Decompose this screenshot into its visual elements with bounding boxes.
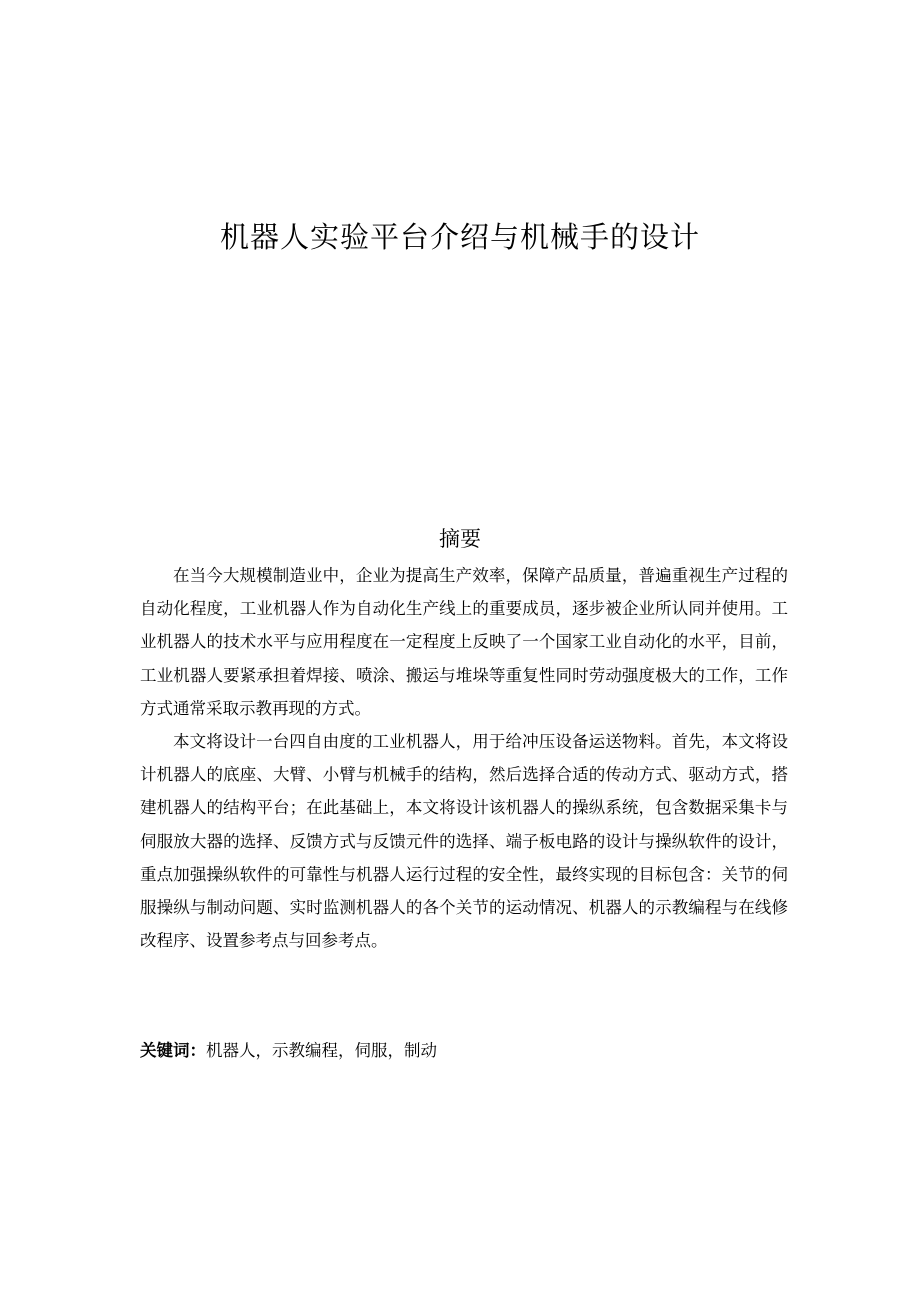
keywords-line	[140, 1037, 780, 1065]
abstract-paragraph: 本文将设计一台四自由度的工业机器人，用于给冲压设备运送物料。首先，本文将设计机器人的底座、大臂、小臂与机械手的结构，然后选择合适的传动方式、驱动方式，搭建机器人的结构平台；在此基础上，本文将设计该机器人的操纵系统，包含数据采集卡与伺服放大器的选择、反馈方式与反馈元件的选择、端子板电路的设计与操纵软件的设计，重点加强操纵软件的可靠性与机器人运行过程的安全性，最终实现的目标包含：关节的伺服操纵与制动问题、实时监测机器人的各个关节的运动情况、机器人的示教编程与在线修改程序、设置参考点与回参考点。	[140, 732, 788, 951]
abstract-paragraph: 在当今大规模制造业中，企业为提高生产效率，保障产品质量，普遍重视生产过程的自动化程度，工业机器人作为自动化生产线上的重要成员，逐步被企业所认同并使用。工业机器人的技术水平与应用程度在一定程度上反映了一个国家工业自动化的水平，目前，工业机器人要紧承担着焊接、喷涂、搬运与堆垛等重复性同时劳动强度极大的工作，工作方式通常采取示教再现的方式。	[140, 566, 788, 718]
abstract-body	[140, 559, 788, 957]
abstract-heading: 摘要	[439, 527, 481, 551]
keywords-value: 机器人，示教编程，伺服，制动	[206, 1041, 437, 1060]
document-title: 机器人实验平台介绍与机械手的设计	[219, 220, 700, 254]
keywords-label: 关键词：	[140, 1041, 206, 1060]
